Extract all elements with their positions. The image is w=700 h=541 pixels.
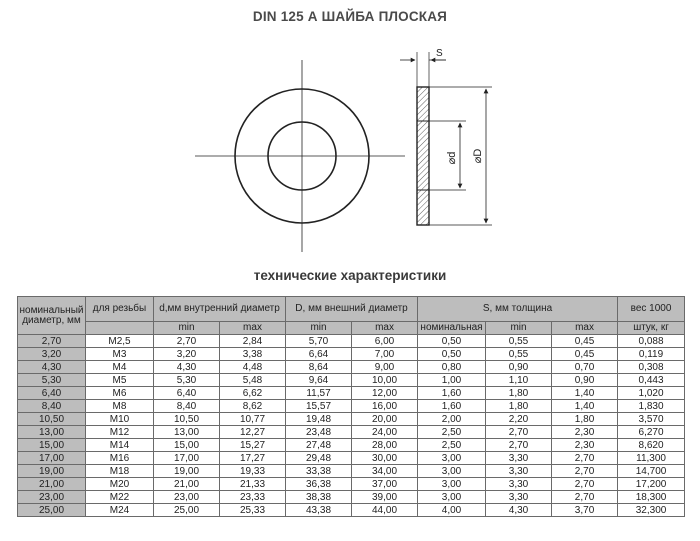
cell-thread: M18 [86,465,154,478]
cell-thread: M10 [86,413,154,426]
cell-D-min: 36,38 [286,478,352,491]
cell-d-max: 2,84 [220,335,286,348]
subheader-d-max: max [220,322,286,335]
table-row [18,348,685,361]
cell-S-max: 2,70 [552,452,618,465]
cell-d-min: 4,30 [154,361,220,374]
cell-S-nominal: 3,00 [418,452,486,465]
cell-thread: M24 [86,504,154,517]
subheader-D-max: max [352,322,418,335]
subheader-weight-unit: штук, кг [618,322,685,335]
cell-S-max: 1,40 [552,400,618,413]
cell-weight: 0,119 [618,348,685,361]
cell-D-min: 27,48 [286,439,352,452]
cell-D-min: 5,70 [286,335,352,348]
cell-d-min: 6,40 [154,387,220,400]
cell-d-min: 23,00 [154,491,220,504]
table-row [18,387,685,400]
table-row [18,374,685,387]
cell-D-min: 19,48 [286,413,352,426]
cell-thread: M4 [86,361,154,374]
subheader-thread-empty [86,322,154,335]
cell-thread: M5 [86,374,154,387]
cell-nominal: 23,00 [18,491,86,504]
washer-side-view [400,52,492,225]
header-row [18,297,685,322]
cell-D-min: 38,38 [286,491,352,504]
cell-d-max: 5,48 [220,374,286,387]
subheader-D-min: min [286,322,352,335]
table-row [18,335,685,348]
cell-nominal: 10,50 [18,413,86,426]
table-row [18,426,685,439]
cell-S-nominal: 4,00 [418,504,486,517]
header-d-inner: d,мм внутренний диаметр [154,297,286,322]
cell-d-min: 25,00 [154,504,220,517]
cell-D-max: 16,00 [352,400,418,413]
cell-d-min: 15,00 [154,439,220,452]
cell-D-min: 11,57 [286,387,352,400]
cell-weight: 14,700 [618,465,685,478]
cell-D-max: 10,00 [352,374,418,387]
cell-weight: 1,020 [618,387,685,400]
cell-S-max: 0,90 [552,374,618,387]
cell-thread: M2,5 [86,335,154,348]
cell-D-max: 44,00 [352,504,418,517]
cell-thread: M20 [86,478,154,491]
label-s: S [436,48,443,59]
cell-D-min: 6,64 [286,348,352,361]
cell-D-min: 8,64 [286,361,352,374]
cell-nominal: 17,00 [18,452,86,465]
subheader-S-min: min [486,322,552,335]
cell-S-nominal: 0,80 [418,361,486,374]
cell-D-min: 15,57 [286,400,352,413]
cell-d-max: 6,62 [220,387,286,400]
cell-D-max: 12,00 [352,387,418,400]
table-row [18,400,685,413]
cell-S-max: 1,80 [552,413,618,426]
cell-nominal: 4,30 [18,361,86,374]
header-D-outer: D, мм внешний диаметр [286,297,418,322]
cell-d-max: 15,27 [220,439,286,452]
header-thread: для резьбы [86,297,154,322]
cell-nominal: 6,40 [18,387,86,400]
cell-d-min: 8,40 [154,400,220,413]
washer-drawing [0,0,700,265]
cell-S-min: 3,30 [486,491,552,504]
cell-weight: 17,200 [618,478,685,491]
header-weight: вес 1000 [618,297,685,322]
cell-weight: 18,300 [618,491,685,504]
label-D: ⌀D [472,148,484,164]
cell-S-max: 3,70 [552,504,618,517]
cell-weight: 3,570 [618,413,685,426]
cell-thread: M22 [86,491,154,504]
cell-S-nominal: 2,50 [418,426,486,439]
cell-D-min: 33,38 [286,465,352,478]
cell-d-max: 25,33 [220,504,286,517]
cell-nominal: 5,30 [18,374,86,387]
page-title: DIN 125 А ШАЙБА ПЛОСКАЯ [252,9,448,24]
cell-S-max: 0,70 [552,361,618,374]
cell-d-max: 12,27 [220,426,286,439]
cell-S-min: 0,55 [486,335,552,348]
cell-weight: 0,088 [618,335,685,348]
cell-weight: 0,308 [618,361,685,374]
cell-S-nominal: 3,00 [418,478,486,491]
cell-d-max: 21,33 [220,478,286,491]
table-body [18,335,685,517]
cell-d-min: 21,00 [154,478,220,491]
header-S-thickness: S, мм толщина [418,297,618,322]
cell-d-max: 23,33 [220,491,286,504]
cell-d-max: 3,38 [220,348,286,361]
cell-S-nominal: 2,00 [418,413,486,426]
cell-d-max: 4,48 [220,361,286,374]
cell-nominal: 2,70 [18,335,86,348]
cell-d-min: 19,00 [154,465,220,478]
subheader-d-min: min [154,322,220,335]
cell-D-max: 20,00 [352,413,418,426]
table-row [18,478,685,491]
cell-weight: 11,300 [618,452,685,465]
cell-nominal: 13,00 [18,426,86,439]
cell-D-min: 29,48 [286,452,352,465]
subheader-S-nominal: номинальная [418,322,486,335]
cell-d-max: 10,77 [220,413,286,426]
cell-S-min: 2,20 [486,413,552,426]
spec-table [17,296,685,517]
cell-thread: M16 [86,452,154,465]
cell-d-max: 8,62 [220,400,286,413]
cell-S-max: 1,40 [552,387,618,400]
cell-d-min: 17,00 [154,452,220,465]
table-row [18,361,685,374]
cell-S-nominal: 3,00 [418,491,486,504]
cell-thread: M3 [86,348,154,361]
cell-D-min: 23,48 [286,426,352,439]
cell-nominal: 3,20 [18,348,86,361]
cell-d-max: 17,27 [220,452,286,465]
cell-S-nominal: 0,50 [418,335,486,348]
cell-S-max: 0,45 [552,335,618,348]
cell-S-min: 4,30 [486,504,552,517]
cell-D-max: 30,00 [352,452,418,465]
table-row [18,452,685,465]
cell-S-min: 0,90 [486,361,552,374]
subheader-S-max: max [552,322,618,335]
header-nominal: номинальный диаметр, мм [18,297,86,335]
cell-S-nominal: 1,00 [418,374,486,387]
table-row [18,491,685,504]
cell-D-max: 9,00 [352,361,418,374]
cell-D-min: 43,38 [286,504,352,517]
cell-weight: 1,830 [618,400,685,413]
label-d: ⌀d [446,151,458,165]
cell-d-min: 13,00 [154,426,220,439]
cell-S-nominal: 3,00 [418,465,486,478]
cell-d-min: 2,70 [154,335,220,348]
cell-S-min: 3,30 [486,465,552,478]
cell-weight: 32,300 [618,504,685,517]
cell-S-min: 1,10 [486,374,552,387]
cell-S-min: 3,30 [486,452,552,465]
cell-S-nominal: 0,50 [418,348,486,361]
cell-D-max: 39,00 [352,491,418,504]
table-row [18,439,685,452]
cell-D-max: 37,00 [352,478,418,491]
cell-thread: M14 [86,439,154,452]
cell-d-min: 3,20 [154,348,220,361]
cell-S-nominal: 1,60 [418,400,486,413]
cell-nominal: 21,00 [18,478,86,491]
cell-d-min: 10,50 [154,413,220,426]
cell-d-min: 5,30 [154,374,220,387]
table-row [18,413,685,426]
cell-nominal: 15,00 [18,439,86,452]
cell-D-max: 34,00 [352,465,418,478]
cell-thread: M12 [86,426,154,439]
cell-weight: 8,620 [618,439,685,452]
cell-D-max: 6,00 [352,335,418,348]
cell-S-max: 0,45 [552,348,618,361]
cell-S-min: 2,70 [486,426,552,439]
section-subtitle: технические характеристики [253,268,447,283]
cell-S-min: 0,55 [486,348,552,361]
cell-S-min: 1,80 [486,387,552,400]
cell-D-min: 9,64 [286,374,352,387]
subheader-row [18,322,685,335]
cell-d-max: 19,33 [220,465,286,478]
cell-S-min: 2,70 [486,439,552,452]
cell-D-max: 28,00 [352,439,418,452]
cell-thread: M8 [86,400,154,413]
cell-S-max: 2,70 [552,491,618,504]
table-row [18,465,685,478]
cell-S-min: 3,30 [486,478,552,491]
table-row [18,504,685,517]
washer-front-view [195,60,405,252]
cell-thread: M6 [86,387,154,400]
cell-S-max: 2,30 [552,426,618,439]
cell-S-max: 2,30 [552,439,618,452]
cell-nominal: 8,40 [18,400,86,413]
cell-S-nominal: 2,50 [418,439,486,452]
cell-D-max: 24,00 [352,426,418,439]
cell-S-max: 2,70 [552,465,618,478]
cell-weight: 6,270 [618,426,685,439]
cell-D-max: 7,00 [352,348,418,361]
cell-S-min: 1,80 [486,400,552,413]
cell-nominal: 25,00 [18,504,86,517]
cell-S-nominal: 1,60 [418,387,486,400]
cell-nominal: 19,00 [18,465,86,478]
cell-S-max: 2,70 [552,478,618,491]
cell-weight: 0,443 [618,374,685,387]
